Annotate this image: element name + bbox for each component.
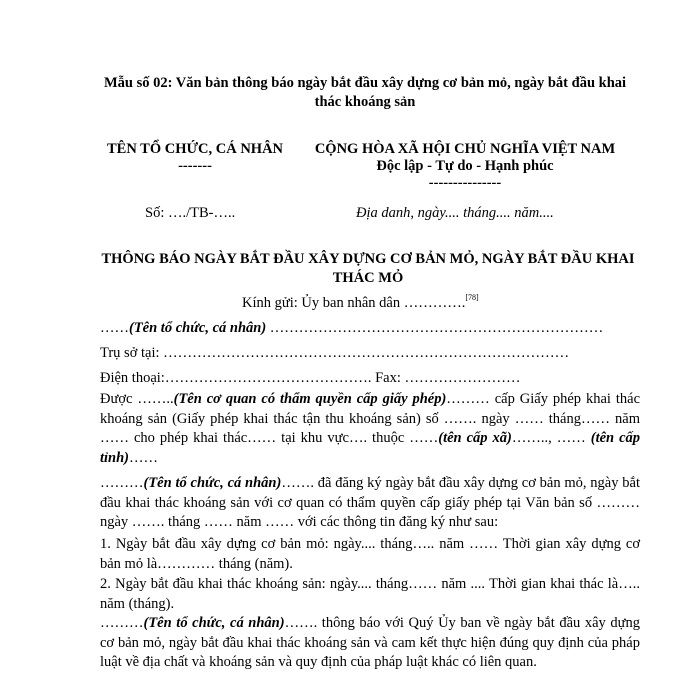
org-label-2: (Tên tổ chức, cá nhân) — [143, 475, 282, 491]
recipient-line — [242, 293, 479, 312]
motto-divider: --------------- — [428, 175, 502, 191]
document-title: THÔNG BÁO NGÀY BẮT ĐẦU XÂY DỰNG CƠ BẢN MỎ, NGÀY BẮT ĐẦU KHAI THÁC MỎ — [101, 251, 635, 286]
registration-paragraph — [100, 474, 640, 533]
item-1: 1. Ngày bắt đầu xây dựng cơ bản mỏ: ngày.... tháng….. năm …… Thời gian xây dựng cơ bản mỏ là………… tháng (năm). — [100, 536, 640, 572]
para1-a: Được …….. — [100, 391, 174, 407]
para1-c: ……… cấp Giấy phép khai thác khoáng sản (Giấy phép khai thác tận thu khoáng sản) số ……. ngày …… tháng…… năm …… cho phép khai thác…… tại khu vực…. thuộc …… — [100, 391, 641, 446]
org-header — [100, 141, 290, 175]
org-name-line — [100, 319, 640, 338]
para1-g: …… — [129, 449, 159, 466]
national-header — [300, 141, 630, 192]
org-label: (Tên tổ chức, cá nhân) — [129, 320, 267, 336]
para3-c: ……. thông báo với Quý Ủy ban về ngày bắt đầu xây dựng cơ bản mỏ, ngày bắt đầu khai thác khoáng sản và cam kết thực hiện đúng quy định của pháp luật về địa chất và khoáng sản và quy định của pháp luật khác có liên quan. — [100, 615, 641, 670]
commune-label: (tên cấp xã) — [438, 430, 512, 446]
address-line: Trụ sở tại: ………………………………………………………………………… — [100, 345, 570, 361]
place-date: Địa danh, ngày.... tháng.... năm.... — [356, 205, 554, 221]
recipient: Kính gửi: Ủy ban nhân dân …………. — [242, 295, 466, 311]
form-title: Mẫu số 02: Văn bản thông báo ngày bắt đầu xây dựng cơ bản mỏ, ngày bắt đầu khai thác khoáng sản — [103, 75, 627, 110]
motto: Độc lập - Tự do - Hạnh phúc — [376, 158, 554, 174]
authority-label: (Tên cơ quan có thẩm quyền cấp giấy phép) — [173, 391, 447, 407]
phone-line: Điện thoại:……………………………………. Fax: …………………… — [100, 370, 521, 386]
license-paragraph — [100, 390, 640, 468]
document-number: Số: …./TB-….. — [145, 205, 236, 221]
org-dots: …………………………………………………………… — [266, 320, 604, 336]
org-prefix: …… — [100, 320, 129, 336]
footnote-ref: [78] — [465, 293, 479, 302]
commitment-paragraph — [100, 614, 640, 673]
org-name: TÊN TỔ CHỨC, CÁ NHÂN — [106, 141, 284, 157]
para1-e: …….., …… — [511, 430, 591, 446]
para3-a: ……… — [100, 615, 144, 631]
nation-name: CỘNG HÒA XÃ HỘI CHỦ NGHĨA VIỆT NAM — [314, 141, 616, 157]
org-divider: ------- — [178, 158, 212, 174]
province-label: (tên cấp tỉnh) — [100, 430, 641, 466]
org-label-3: (Tên tổ chức, cá nhân) — [143, 615, 285, 631]
item-2: 2. Ngày bắt đầu khai thác khoáng sản: ngày.... tháng…… năm .... Thời gian khai thác là….. năm (tháng). — [100, 576, 640, 612]
para2-a: ……… — [100, 475, 144, 491]
para2-c: ……. đã đăng ký ngày bắt đầu xây dựng cơ bản mỏ, ngày bắt đầu khai thác khoáng sản với cơ quan có thẩm quyền cấp giấy phép tại Văn bản số ……… ngày ……. tháng …… năm …… với các thông tin đăng ký như sau: — [100, 475, 640, 530]
